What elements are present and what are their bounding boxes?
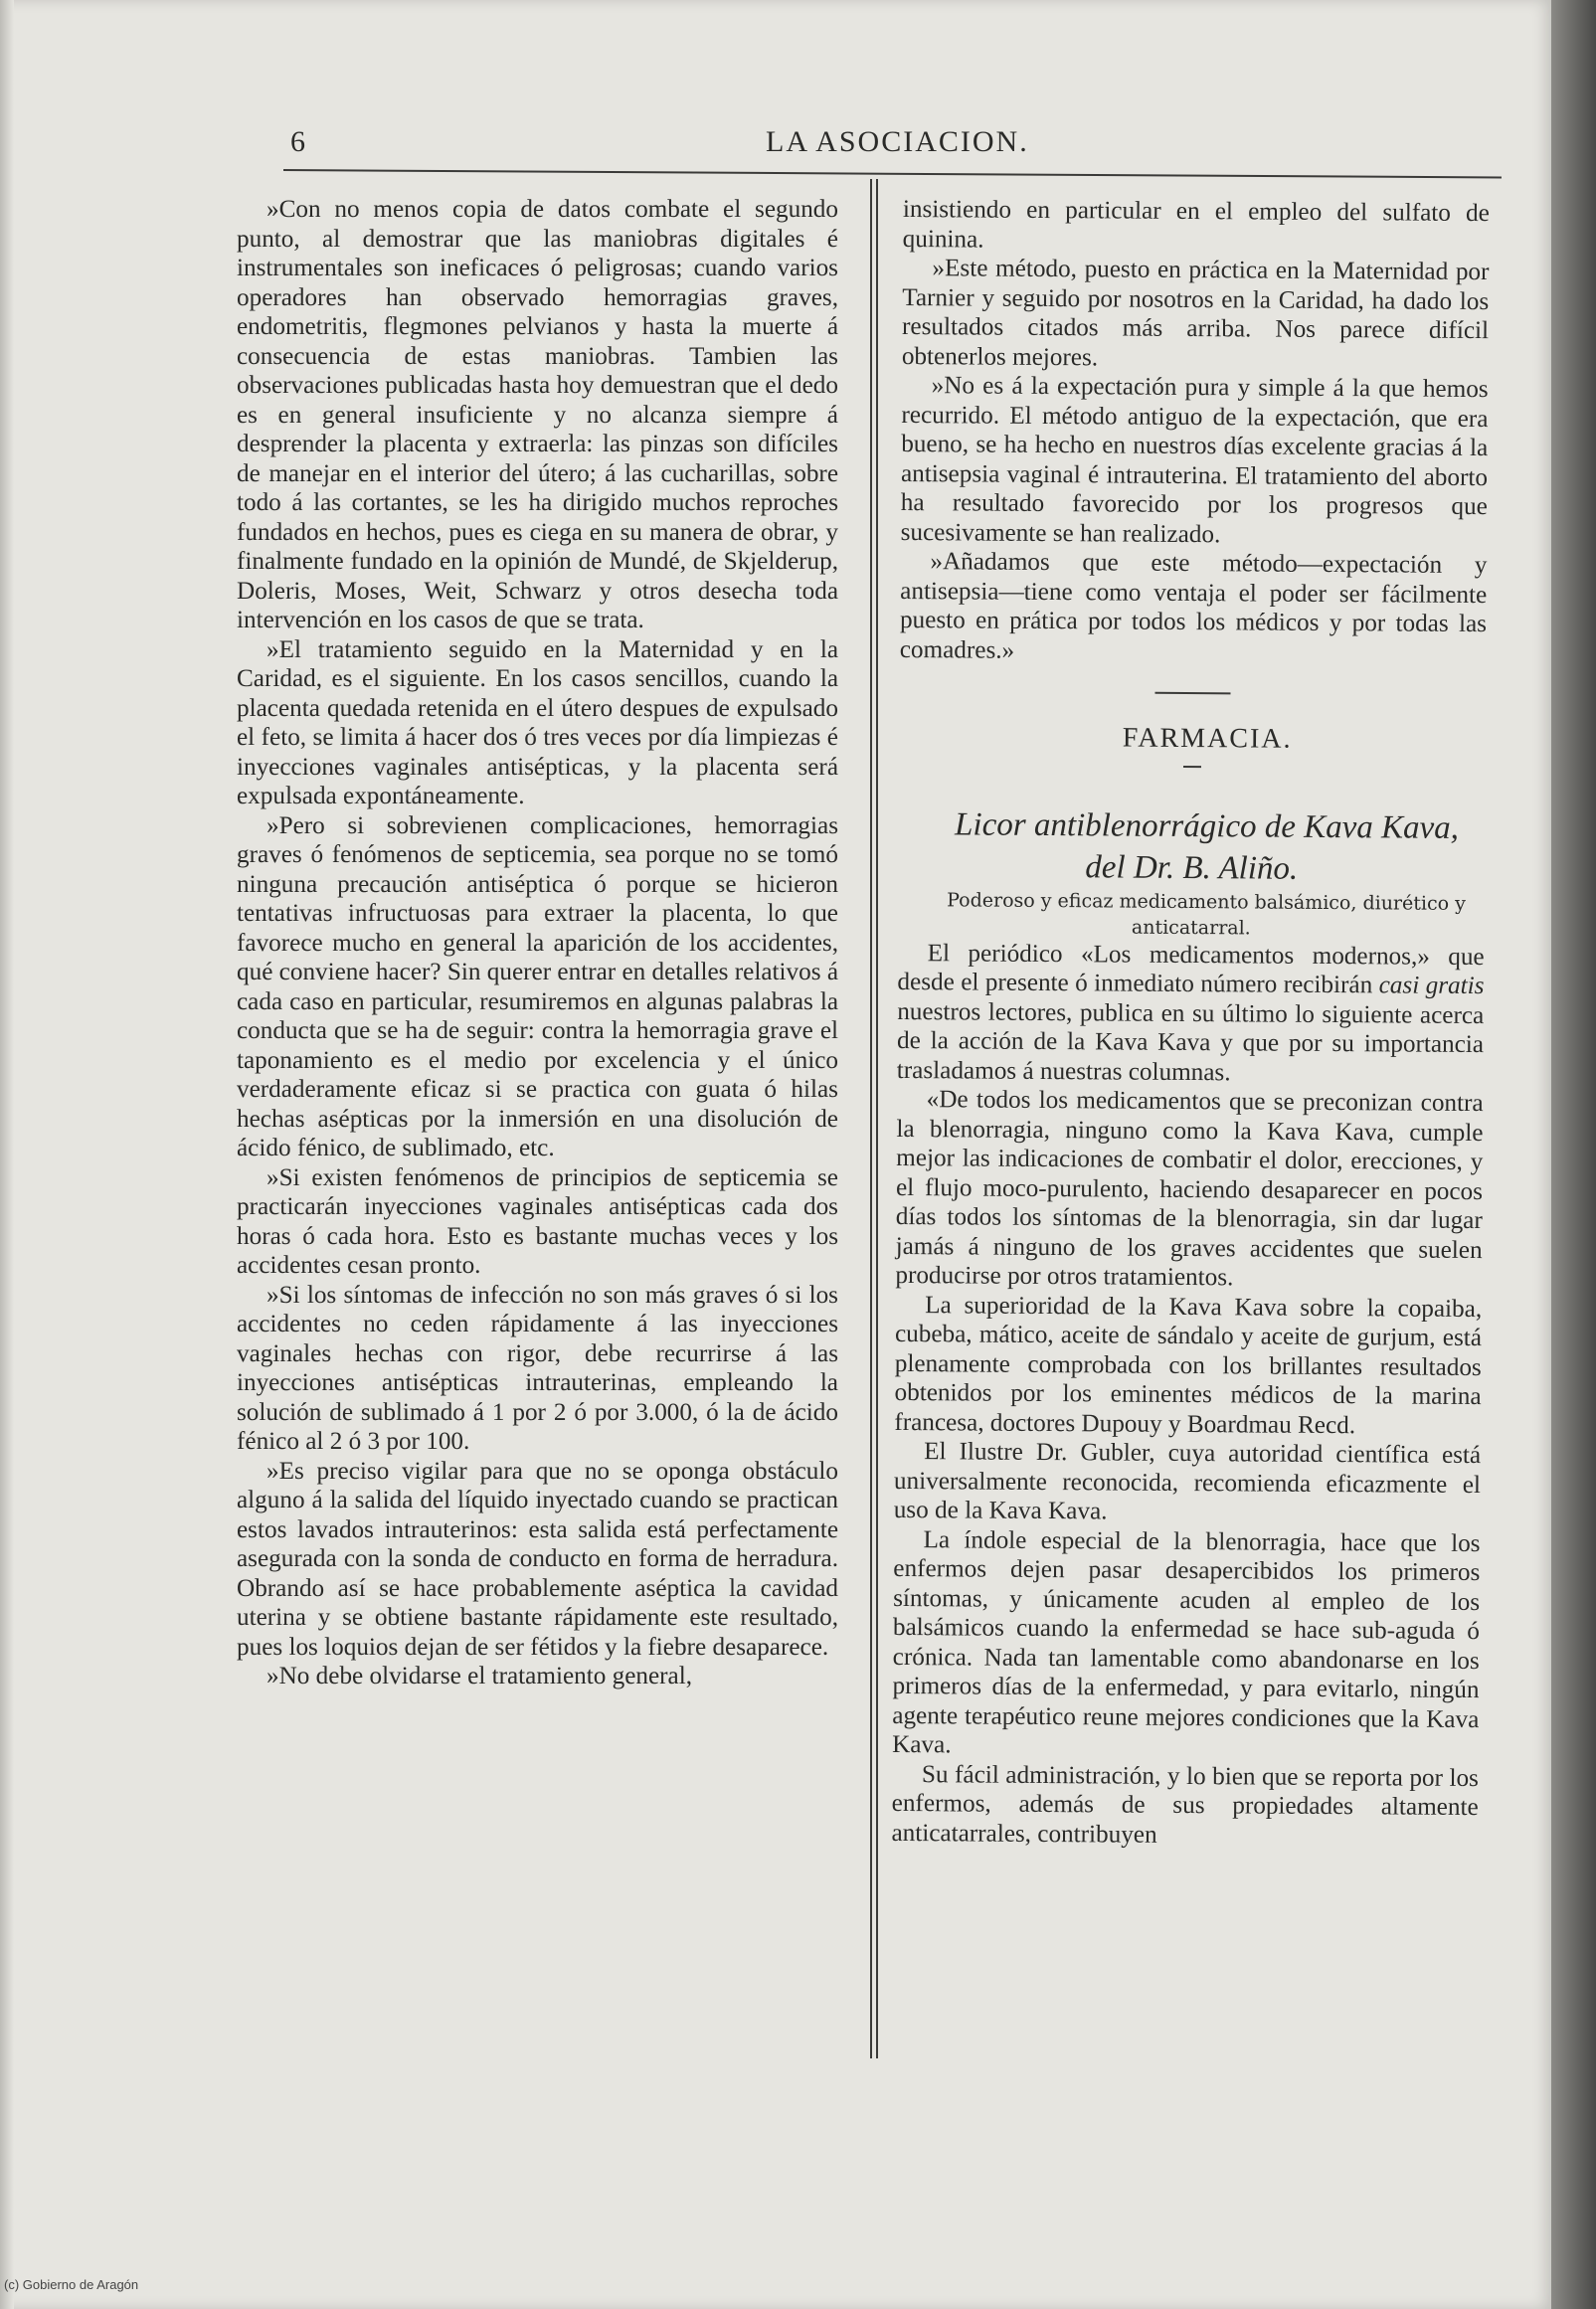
article-p1-italic: casi gratis: [1378, 972, 1485, 1000]
article-paragraph: [897, 938, 1485, 1089]
left-paragraph: »Pero si sobrevienen complicaciones, hemorragias graves ó fenómenos de septicemia, sea porque no se tomó ninguna precaución antiséptica ó porque se hicieron tentativas infructuosas para extraer la placenta, lo que favorece mucho en general la aparición de los accidentes, qué conviene hacer? Sin querer entrar en detalles relativos á cada caso en particular, resumiremos en algunas palabras la conducta que se ha de seguir: contra la hemorragia grave el taponamiento es el medio por excelencia y el único verdaderamente eficaz si se practica con guata ó hilas hechas asépticas por la inmersión en una disolución de ácido fénico, de sublimado, etc.: [237, 811, 838, 1161]
page-right-edge: [1551, 0, 1596, 2309]
section-separator: [1155, 692, 1231, 695]
right-paragraph: »Este método, puesto en práctica en la Maternidad por Tarnier y seguido por nosotros en la Caridad, ha dado los resultados citados más arriba. Nos parece difícil obtenerlos mejores.: [901, 255, 1490, 371]
article-paragraph: La índole especial de la blenorragia, hace que los enfermos dejen pasar desapercibidos los primeros síntomas, y únicamente acuden al empleo de los balsámicos cuando la enfermedad se hace sub-aguda ó crónica. Nada tan lamentable como abandonarse en los primeros días de la enfermedad, y para evitarlo, ningún agente terapéutico reune mejores condiciones que la Kava Kava.: [892, 1525, 1481, 1759]
article-paragraph: «De todos los medicamentos que se preconizan contra la blenorragia, ninguno como la Kava Kava, cumple mejor las indicaciones de combatir el dolor, erecciones, y el flujo moco-purulento, haciendo desaparecer en pocos días todos los síntomas de la blenorragia, sin dar lugar jamás á ninguno de los graves accidentes que suelen producirse por otros tratamientos.: [895, 1086, 1484, 1292]
section-title: FARMACIA.: [1122, 722, 1293, 755]
right-column: [891, 195, 1490, 1852]
article-title-line2: del Dr. B. Aliño.: [1085, 848, 1299, 887]
left-paragraph: »El tratamiento seguido en la Maternidad y en la Caridad, es el siguiente. En los casos sencillos, cuando la placenta quedada retenida en el útero despues de expulsado el feto, se limita á hacer dos ó tres veces por día limpiezas é inyecciones vaginales antisépticas, y la placenta será expulsada expontáneamente.: [237, 635, 838, 809]
article-paragraph: La superioridad de la Kava Kava sobre la copaiba, cubeba, mático, aceite de sándalo y aceite de gurjum, está plenamente comprobada con los brillantes resultados obtenidos por los eminentes médicos de la marina francesa, doctores Dupouy y Boardmau Recd.: [894, 1291, 1483, 1439]
right-paragraph: »No es á la expectación pura y simple á la que hemos recurrido. El método antiguo de la expectación, que era bueno, se ha hecho en nuestros días excelente gracias á la antisepsia vaginal é intrauterina. El tratamiento del aborto ha resultado favorecido por los progresos que sucesivamente se han realizado.: [900, 372, 1489, 548]
article-subtitle: Poderoso y eficaz medicamento balsámico, diurético y anticatarral.: [947, 888, 1466, 939]
left-paragraph: »Si existen fenómenos de principios de septicemia se practicarán inyecciones vaginales antisépticas cada dos horas ó cada hora. Esto es bastante muchas veces y los accidentes cesan pronto.: [237, 1163, 838, 1279]
article-title-line1: Licor antiblenorrágico de Kava Kava,: [955, 805, 1460, 846]
left-paragraph: »Si los síntomas de infección no son más graves ó si los accidentes no ceden rápidamente á las inyecciones vaginales hechas con rigor, debe recurrirse á las inyecciones antisépticas intrauterinas, empleando la solución de sublimado á 1 por 2 ó por 3.000, ó la de ácido fénico al 2 ó 3 por 100.: [237, 1281, 838, 1455]
page-number: 6: [290, 125, 306, 158]
header-rule: [283, 169, 1502, 178]
column-divider: [870, 179, 878, 2058]
right-paragraph: insistiendo en particular en el empleo del sulfato de quinina.: [902, 195, 1490, 254]
article-paragraph: Su fácil administración, y lo bien que se reporta por los enfermos, además de sus propiedades altamente anticatarrales, contribuyen: [891, 1760, 1479, 1849]
title-dash: [1183, 765, 1201, 767]
page-left-edge: [0, 0, 14, 2309]
article-paragraph: El Ilustre Dr. Gubler, cuya autoridad científica está universalmente reconocida, recomienda eficazmente el uso de la Kava Kava.: [893, 1438, 1482, 1525]
article-title: [898, 802, 1486, 890]
right-paragraph: »Añadamos que este método—expectación y antisepsia—tiene como ventaja el poder ser fácilmente puesto en prática por todos los médicos y por todas las comadres.»: [899, 548, 1488, 664]
copyright-notice: (c) Gobierno de Aragón: [4, 2277, 139, 2292]
left-column: [237, 195, 838, 1691]
article-p1-after: nuestros lectores, publica en su último lo siguiente acerca de la acción de la Kava Kava y que por su importancia trasladamos á nuestras columnas.: [896, 997, 1485, 1086]
left-paragraph: »Con no menos copia de datos combate el segundo punto, al demostrar que las maniobras digitales é instrumentales son ineficaces ó peligrosas; cuando varios operadores han observado hemorragias graves, endometritis, flegmones pelvianos y hasta la muerte á consecuencia de estas maniobras. Tambien las observaciones publicadas hasta hoy demuestran que el dedo es en general insuficiente y no alcanza siempre á desprender la placenta y extraerla: las pinzas son difíciles de manejar en el interior del útero; á las cucharillas, sobre todo á las cortantes, se les ha dirigido muchos reproches fundados en hechos, pues es ciega en su manera de obrar, y finalmente fundado en la opinión de Mundé, de Skjelderup, Doleris, Moses, Weit, Schwarz y otros desecha toda intervención en los casos de que se trata.: [237, 196, 838, 633]
left-paragraph: »Es preciso vigilar para que no se oponga obstáculo alguno á la salida del líquido inyectado cuando se practican estos lavados intrauterinos: esta salida está perfectamente asegurada con la sonda de conducto en forma de herradura. Obrando así se hace probablemente aséptica la cavidad uterina y se obtiene bastante rápidamente este resultado, pues los loquios dejan de ser fétidos y la fiebre desaparece.: [237, 1457, 838, 1661]
page-header: [239, 125, 1497, 165]
left-paragraph: »No debe olvidarse el tratamiento general,: [266, 1663, 693, 1689]
article-p1-before: El periódico «Los medicamentos modernos,» que desde el presente ó inmediato número recibirán: [897, 939, 1485, 999]
journal-title: LA ASOCIACION.: [766, 125, 1029, 158]
